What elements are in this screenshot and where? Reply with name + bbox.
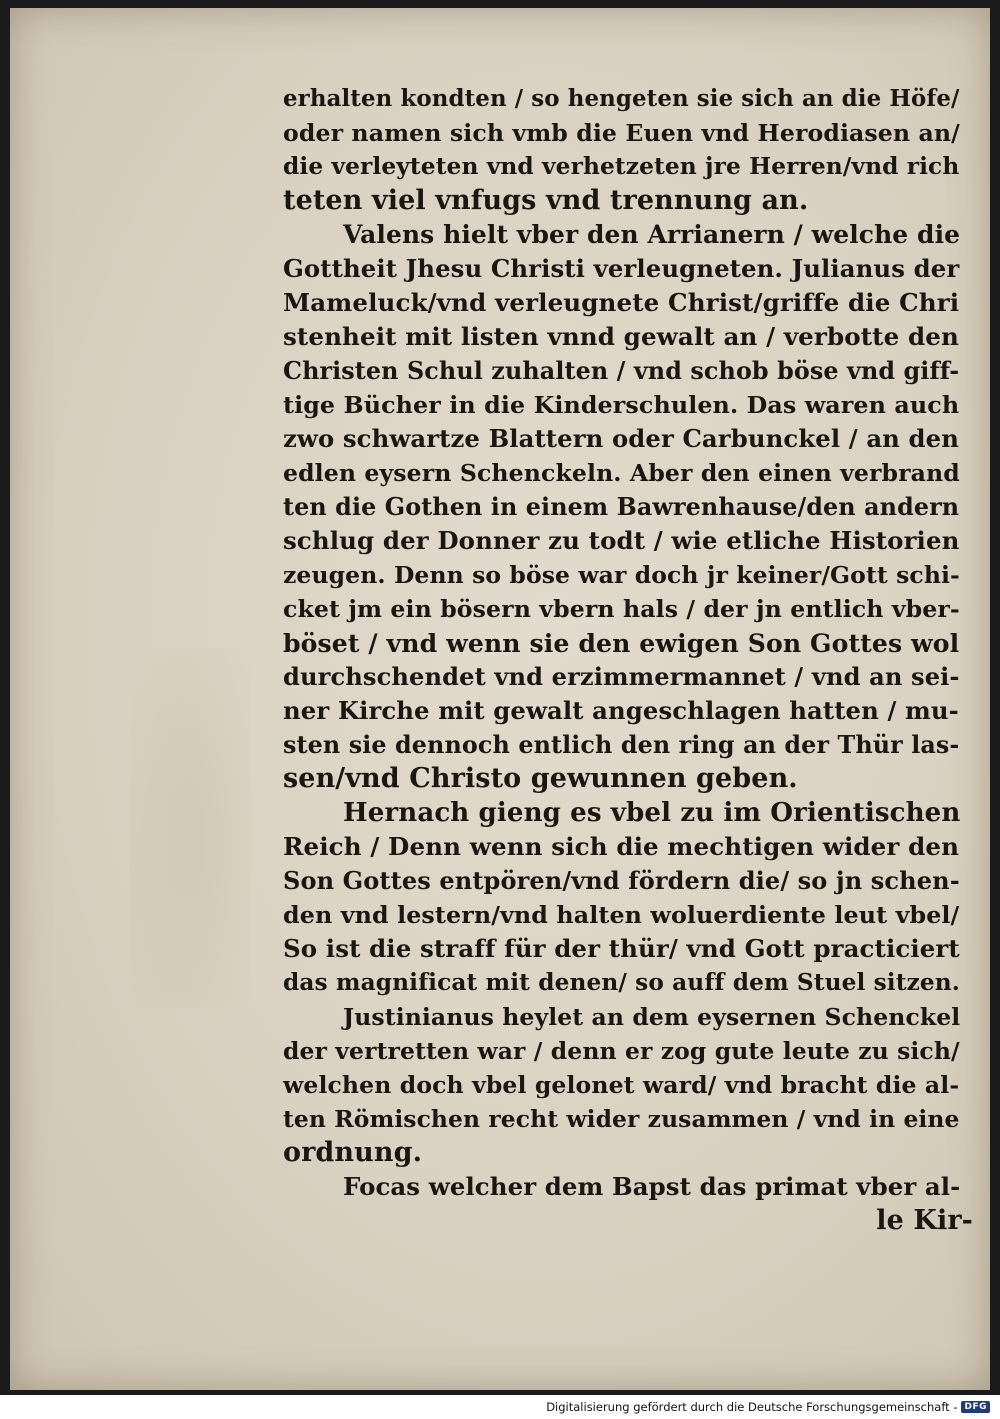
- text-line: Son Gottes entpören/vnd fördern die/ so jn schen-: [283, 866, 960, 895]
- digitization-credit: [546, 1398, 990, 1416]
- text-line: tige Bücher in die Kinderschulen. Das waren auch: [283, 391, 960, 419]
- text-line: zwo schwartze Blattern oder Carbunckel / an den: [283, 424, 960, 453]
- text-line: So ist die straff für der thür/ vnd Gott practiciert: [283, 934, 960, 963]
- text-line: oder namen sich vmb die Euen vnd Herodiasen an/: [283, 119, 960, 147]
- paragraph-start-line: Valens hielt vber den Arrianern / welche die: [343, 220, 961, 249]
- credit-text: Digitalisierung gefördert durch die Deutsche Forschungsgemeinschaft -: [546, 1400, 958, 1414]
- text-line: der vertretten war / denn er zog gute leute zu sich/: [283, 1037, 960, 1065]
- text-line: ten Römischen recht wider zusammen / vnd in eine: [283, 1105, 960, 1133]
- paragraph-start-line: Hernach gieng es vbel zu im Orientischen: [343, 798, 961, 828]
- text-line: ordnung.: [283, 1137, 423, 1168]
- text-line: Christen Schul zuhalten / vnd schob böse vnd giff-: [283, 357, 960, 385]
- text-line: sen/vnd Christo gewunnen geben.: [283, 763, 798, 794]
- text-line: teten viel vnfugs vnd trennung an.: [283, 185, 809, 216]
- catchword: le Kir-: [876, 1205, 973, 1236]
- dfg-logo: DFG: [961, 1401, 990, 1413]
- paragraph-start-line: Focas welcher dem Bapst das primat vber al-: [343, 1172, 961, 1201]
- text-line: schlug der Donner zu todt / wie etliche Historien: [283, 526, 960, 555]
- text-line: den vnd lestern/vnd halten woluerdiente leut vbel/: [283, 901, 960, 929]
- text-line: das magnificat mit denen/ so auff dem Stuel sitzen.: [283, 969, 960, 996]
- text-line: durchschendet vnd erzimmermannet / vnd an sei-: [283, 662, 960, 691]
- text-line: ner Kirche mit gewalt angeschlagen hatten / mu-: [283, 696, 959, 725]
- text-line: sten sie dennoch entlich den ring an der Thür las-: [283, 731, 960, 759]
- text-line: Mameluck/vnd verleugnete Christ/griffe die Chri: [283, 288, 960, 317]
- text-line: stenheit mit listen vnnd gewalt an / verbotte den: [283, 322, 959, 351]
- paragraph-start-line: Justinianus heylet an dem eysernen Schenckel: [343, 1003, 961, 1031]
- text-line: böset / vnd wenn sie den ewigen Son Gottes wol: [283, 628, 960, 658]
- text-line: zeugen. Denn so böse war doch jr keiner/Gott schi-: [283, 561, 960, 589]
- paper-stain: [130, 648, 250, 1008]
- text-line: Gottheit Jhesu Christi verleugneten. Julianus der: [283, 254, 960, 283]
- text-line: Reich / Denn wenn sich die mechtigen wider den: [283, 832, 960, 861]
- text-line: ten die Gothen in einem Bawrenhause/den andern: [283, 493, 960, 521]
- text-line: cket jm ein bösern vbern hals / der jn entlich vber-: [283, 595, 960, 623]
- text-line: erhalten kondten / so hengeten sie sich an die Höfe/: [283, 85, 960, 112]
- text-line: die verleyteten vnd verhetzeten jre Herren/vnd rich: [283, 153, 960, 180]
- text-line: welchen doch vbel gelonet ward/ vnd bracht die al-: [283, 1071, 960, 1099]
- text-line: edlen eysern Schenckeln. Aber den einen verbrand: [283, 459, 960, 487]
